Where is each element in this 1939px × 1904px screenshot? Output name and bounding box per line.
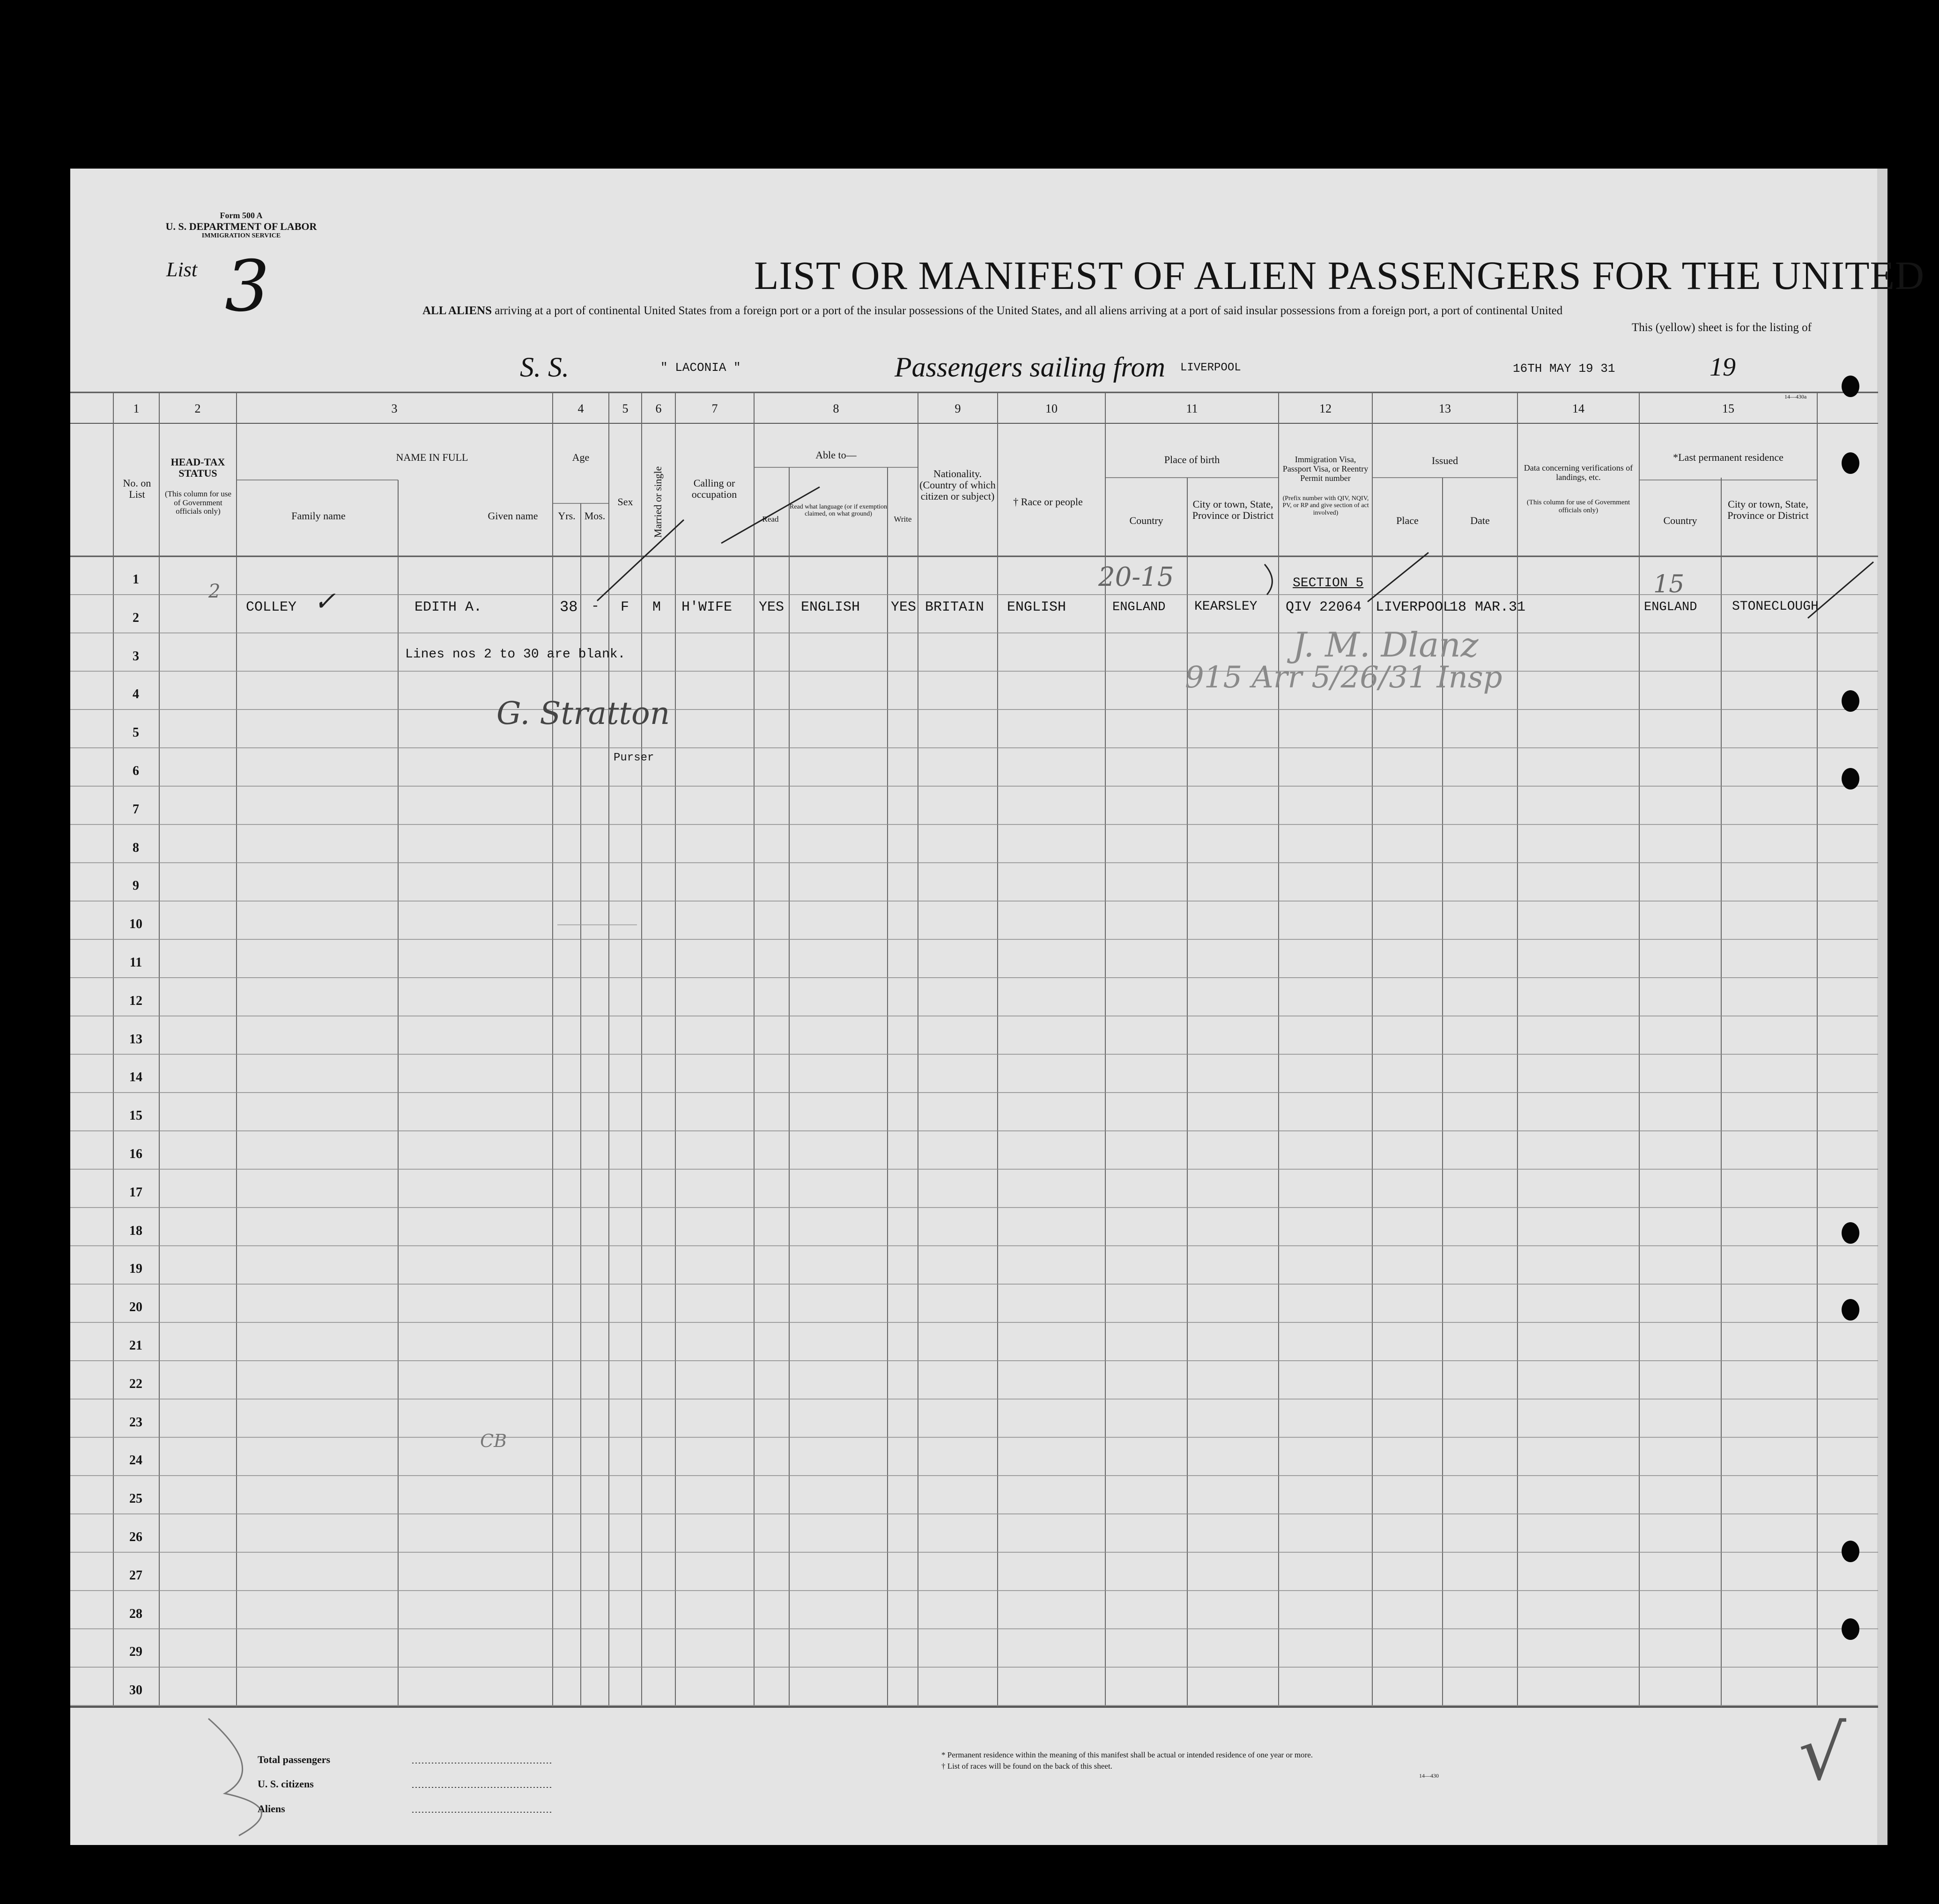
header-data-note: (This column for use of Government officials only) [1526,499,1630,514]
sailing-label: Passengers sailing from [895,352,1165,383]
header-age: Age [572,451,590,463]
header-family-name: Family name [291,510,346,522]
occupation-value: H'WIFE [681,599,733,615]
header-read: Read [762,515,779,524]
departure-port: LIVERPOOL [1180,362,1241,374]
header-race: † Race or people [1013,496,1083,508]
row-number: 24 [129,1453,142,1468]
column-number: 12 [1319,402,1332,415]
service-name: IMMIGRATION SERVICE [201,232,281,239]
column-number: 2 [194,402,201,415]
column-number: 3 [391,402,398,415]
footer-aliens-label: Aliens [258,1803,285,1815]
sex-value: F [621,599,629,615]
inspector-signature: J. M. Dlanz [1293,625,1479,664]
header-able-to: Able to— [815,449,857,461]
column-number: 5 [622,402,629,415]
column-number: 15 [1722,402,1734,415]
department-name: U. S. DEPARTMENT OF LABOR [165,220,317,232]
header-no-on-list: No. on List [123,477,151,501]
issued-date-value: 18 MAR.31 [1450,599,1526,615]
header-head-tax: HEAD-TAX STATUS [170,456,225,480]
res-city-value: STONECLOUGH [1732,599,1819,614]
row-number: 18 [129,1223,142,1238]
row-number: 12 [129,993,142,1008]
row-number: 5 [133,725,139,740]
column-number: 14 [1572,402,1584,415]
header-mos: Mos. [584,510,606,522]
punch-hole-icon [1842,768,1859,790]
header-city: City or town, State, Province or District [1192,498,1274,522]
row-number: 6 [133,764,139,778]
header-calling: Calling or occupation [691,477,737,501]
header-visa-note: (Prefix number with QIV, NQIV, PV, or RP and give section of act involved) [1282,495,1369,517]
check-mark-icon: ✓ [314,586,336,617]
header-given-name: Given name [488,510,538,522]
row-number: 23 [129,1415,142,1430]
hand-res-note: 15 [1653,570,1685,598]
ship-name: " LACONIA " [660,361,741,375]
header-issued: Issued [1431,455,1458,466]
header-married: Married or single [651,466,664,538]
row-number: 15 [129,1108,142,1123]
birth-country-value: ENGLAND [1112,600,1166,614]
row-number: 10 [129,917,142,932]
punch-hole-icon [1842,1222,1859,1244]
header-write: Write [894,515,912,524]
inspection-stamp-note: 915 Arr 5/26/31 Insp [1185,660,1502,695]
row-number: 2 [133,610,139,625]
language-value: ENGLISH [801,599,860,615]
punch-hole-icon [1842,1541,1859,1562]
row-number: 17 [129,1185,142,1200]
list-label: List [166,258,198,281]
column-number: 7 [711,402,718,415]
row-number: 16 [129,1147,142,1161]
column-number: 6 [655,402,662,415]
header-place-of-birth: Place of birth [1164,454,1220,465]
column-number: 10 [1045,402,1058,415]
footer-note-residence: * Permanent residence within the meaning of this manifest shall be actual or intended residence of one year or more. [941,1750,1313,1759]
manifest-title: LIST OR MANIFEST OF ALIEN PASSENGERS FOR THE UNITED [754,253,1925,298]
row-number: 20 [129,1300,142,1315]
race-value: ENGLISH [1007,599,1066,615]
year-prefix: 19 [1710,353,1736,382]
read-value: YES [759,599,784,615]
row-number: 13 [129,1032,142,1047]
row-number: 30 [129,1683,142,1698]
footer-total-label: Total passengers [258,1754,331,1765]
column-number: 11 [1186,402,1198,415]
manifest-sheet [70,169,1925,1845]
header-read-language: Read what language (or if exemption claimed, on what ground) [790,503,887,518]
header-sex: Sex [617,496,633,508]
punch-hole-icon [1842,1618,1859,1640]
subtitle-lead: ALL ALIENS [422,304,492,317]
row-number: 11 [129,955,142,970]
header-data-concerning: Data concerning verifications of landings, etc. [1524,463,1633,482]
column-number: 9 [955,402,961,415]
header-yrs: Yrs. [558,510,576,522]
header-head-tax-note: (This column for use of Government officials only) [164,489,232,516]
punch-hole-icon [1842,452,1859,474]
purser-label: Purser [614,752,654,764]
head-tax-value: 2 [208,581,221,602]
row-number: 22 [129,1376,142,1391]
header-last-residence: *Last permanent residence [1673,451,1784,463]
row-number: 1 [133,572,139,587]
punch-hole-icon [1842,690,1859,712]
hand-birth-note: 20-15 [1098,562,1174,592]
age-years-value: 38 [560,598,578,616]
header-res-country: Country [1663,515,1697,526]
manifest-subtitle-2: This (yellow) sheet is for the listing of [1632,321,1812,334]
column-number: 4 [577,402,584,415]
header-res-city: City or town, State, Province or District [1727,498,1809,522]
row-number: 28 [129,1606,142,1621]
footer-note-races: † List of races will be found on the back of this sheet. [941,1762,1112,1771]
row-number: 21 [129,1338,142,1353]
header-name-in-full: NAME IN FULL [396,451,468,463]
hand-cb-note: CB [480,1431,507,1451]
ss-label: S. S. [520,352,569,383]
write-value: YES [891,599,917,615]
header-visa: Immigration Visa, Passport Visa, or Reentry Permit number [1282,455,1369,483]
corner-code: 14—430a [1784,393,1807,400]
header-issued-place: Place [1396,515,1419,526]
header-nationality: Nationality. (Country of which citizen or subject) [919,468,996,502]
row-number: 9 [133,878,139,893]
header-country: Country [1129,515,1163,526]
row-number: 14 [129,1070,142,1085]
row-number: 19 [129,1262,142,1277]
nationality-value: BRITAIN [925,599,984,615]
punch-hole-icon [1842,376,1859,397]
birth-city-value: KEARSLEY [1194,599,1258,614]
header-issued-date: Date [1470,515,1490,526]
punch-hole-icon [1842,1299,1859,1321]
row-number: 3 [133,649,139,664]
column-number: 1 [133,402,140,415]
given-name-value: EDITH A. [414,599,482,615]
footer-form-code: 14—430 [1419,1772,1439,1779]
row-number: 25 [129,1491,142,1506]
married-value: M [652,599,661,615]
footer-citizens-label: U. S. citizens [258,1778,314,1790]
row-number: 29 [129,1645,142,1660]
form-number: Form 500 A [220,211,263,220]
row-number: 27 [129,1568,142,1583]
column-number: 13 [1439,402,1451,415]
visa-section-value: SECTION 5 [1293,576,1364,590]
row-number: 7 [133,802,139,817]
subtitle-text: arriving at a port of continental United States from a foreign port or a port of the insular possessions of the United States, and all aliens arriving at a port of said insular possessions from a foreign port, a port of continental United [495,304,1563,317]
hand-tick-mark: √ [1798,1709,1846,1797]
manifest-grid [70,169,1887,1845]
row-number: 4 [133,687,139,702]
visa-number-value: QIV 22064 [1286,599,1362,615]
family-name-value: COLLEY [246,599,297,615]
issued-place-value: LIVERPOOL [1376,599,1452,615]
row-number: 26 [129,1530,142,1544]
sailing-date: 16TH MAY 19 31 [1513,362,1615,376]
purser-signature: G. Stratton [496,695,670,731]
blank-lines-note: Lines nos 2 to 30 are blank. [405,647,626,662]
column-number: 8 [833,402,839,415]
age-months-value: - [591,598,600,614]
res-country-value: ENGLAND [1644,600,1697,614]
row-number: 8 [133,840,139,855]
list-number: 3 [225,246,270,327]
